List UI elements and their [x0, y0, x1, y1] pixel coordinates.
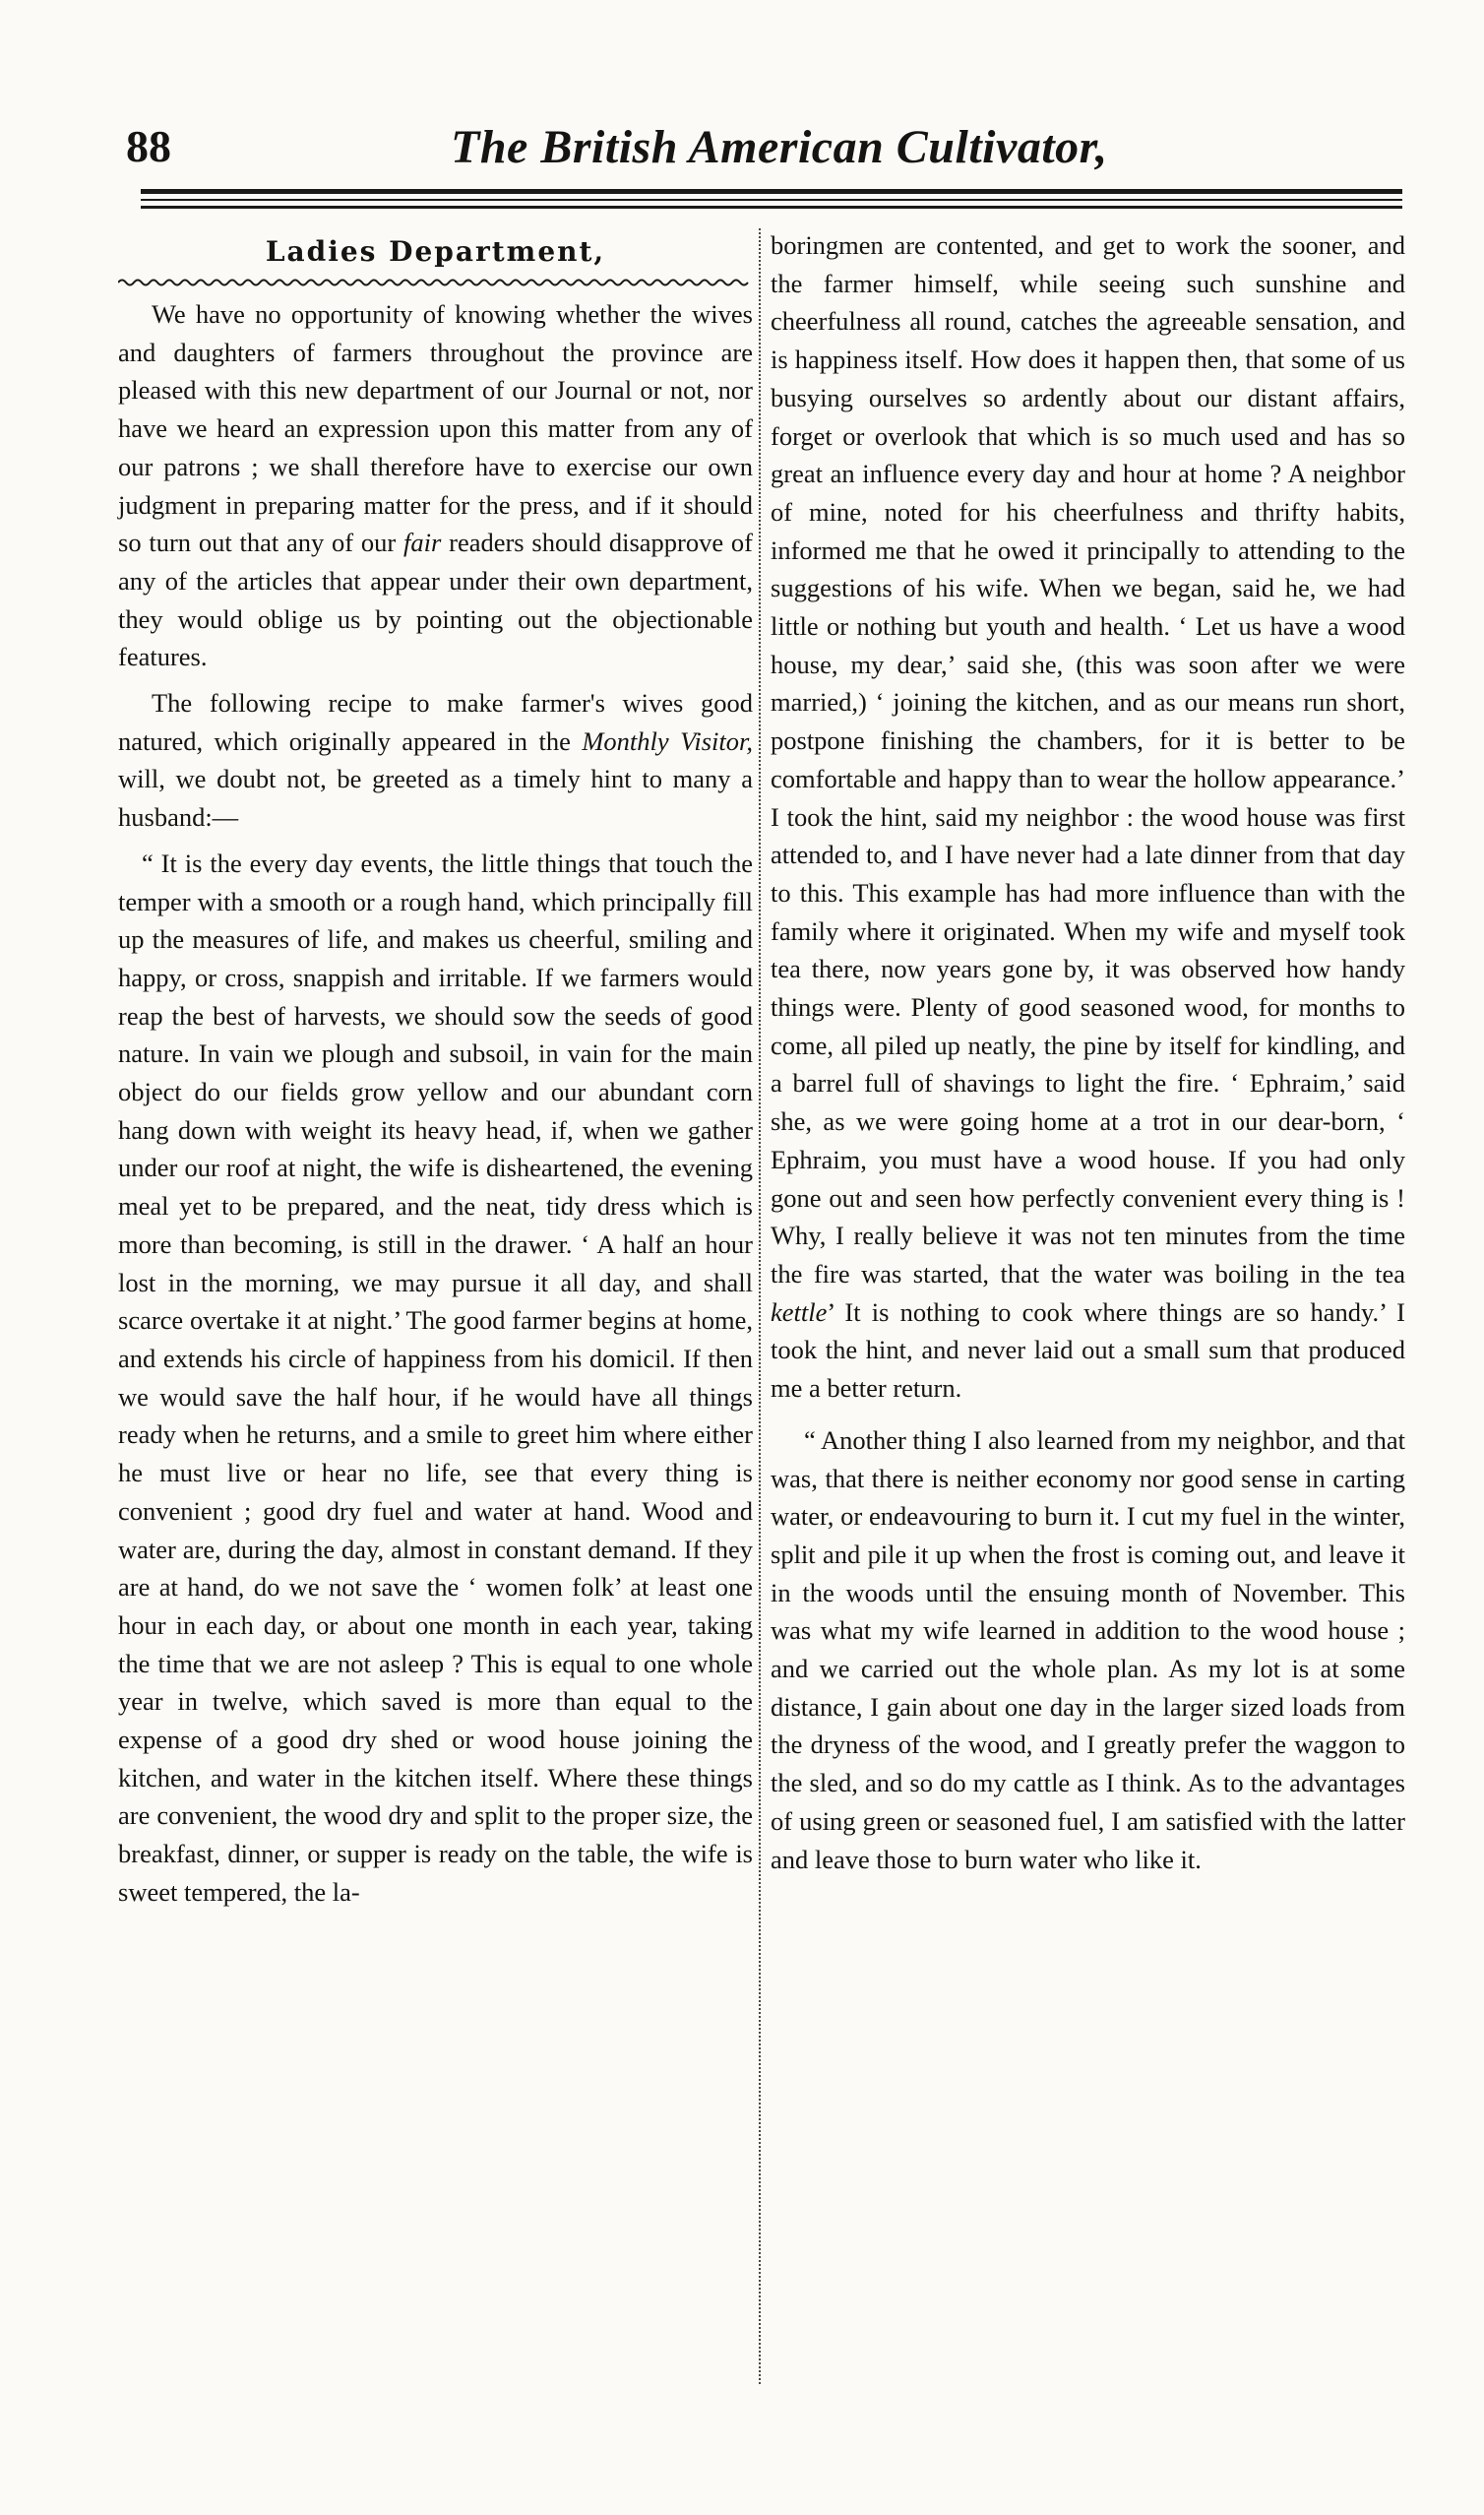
- running-title: The British American Cultivator,: [451, 121, 1108, 173]
- header-rule-bottom: [141, 206, 1402, 209]
- monthly-visitor-italic: Monthly Visitor,: [582, 725, 754, 756]
- article-body-paragraph: “ It is the every day events, the little things that touch the temper with a smooth or a rough hand, which principally fill up the measures of life, and makes us cheerful, smiling and happy, or cross, snappish and irritable. If we farmers would reap the best of harvests, we should sow the seeds of good nature. In vain we plough and subsoil, in vain for the main object do our fields grow yellow and our abundant corn hang down with weight its heavy head, if, when we gather under our roof at night, the wife is disheartened, the evening meal yet to be prepared, and the neat, tidy dress which is more than becoming, is still in the drawer. ‘ A half an hour lost in the morning, we may pursue it all day, and shall scarce overtake it at night.’ The good farmer begins at home, and extends his circle of happiness from his domicil. If then we would save the half hour, if he would have all things ready when he returns, and a smile to greet him where either he must live or hear no life, see that every thing is convenient ; good dry fuel and water at hand. Wood and water are, during the day, almost in constant demand. If they are at hand, do we not save the ‘ women folk’ at least one hour in each day, or about one month in each year, taking the time that we are not asleep ? This is equal to one whole year in twelve, which saved is more than equal to the expense of a good dry shed or wood house joining the kitchen, and water in the kitchen itself. Where these things are convenient, the wood dry and split to the proper size, the breakfast, dinner, or supper is ready on the table, the wife is sweet tempered, the la-: [118, 848, 753, 1907]
- recipe-intro-end: will, we doubt not, be greeted as a timely hint to many a husband:—: [118, 764, 753, 833]
- section-heading: Ladies Department,: [265, 235, 606, 268]
- continued-paragraph: [771, 226, 1405, 1408]
- kettle-italic: kettle: [771, 1296, 828, 1327]
- continued-text-end: ’ It is nothing to cook where things are so handy.’ I took the hint, and never laid out a small sum that produced me a better return.: [771, 1296, 1405, 1404]
- intro-text: We have no opportunity of knowing whether the wives and daughters of farmers throughout the province are pleased with this new department of our Journal or not, nor have we heard an expression upon this matter from any of our patrons ; we shall therefore have to exercise our own judgment in preparing matter for the press, and if it should so turn out that any of our: [118, 299, 753, 558]
- header-rule-thin: [141, 199, 1402, 201]
- page-header: [126, 116, 1405, 185]
- header-rule-thick: [141, 189, 1402, 194]
- intro-paragraph: [118, 295, 753, 676]
- intro-fair-italic: fair: [403, 528, 442, 558]
- right-column: [771, 226, 1405, 1886]
- recipe-intro-text: The following recipe to make farmer's wives good natured, which originally appeared in the: [118, 688, 753, 756]
- fuel-paragraph: “ Another thing I also learned from my neighbor, and that was, that there is neither economy nor good sense in carting water, or endeavouring to burn it. I cut my fuel in the winter, split and pile it up when the frost is coming out, and leave it in the woods until the ensuing month of November. This was what my wife learned in addition to the wood house ; and we carried out the whole plan. As my lot is at some distance, I gain about one day in the larger sized loads from the dryness of the wood, and I greatly prefer the waggon to the sled, and so do my cattle as I think. As to the advantages of using green or seasoned fuel, I am satisfied with the latter and leave those to burn water who like it.: [771, 1424, 1405, 1874]
- intro-text-end: readers should disapprove of any of the articles that appear under their own department, they would oblige us by pointing out the objectionable features.: [118, 528, 754, 672]
- left-column: [118, 226, 753, 1919]
- page-number: 88: [126, 121, 171, 171]
- column-divider: [759, 228, 762, 2384]
- recipe-intro-paragraph: [118, 684, 753, 837]
- continued-text: boringmen are contented, and get to work the sooner, and the farmer himself, while seeing such sunshine and cheerfulness all round, catches the agreeable sensation, and is happiness itself. How does it happen then, that some of us busying ourselves so ardently about our distant affairs, forget or overlook that which is so much used and has so great an influence every day and hour at home ? A neighbor of mine, noted for his cheerfulness and thrifty habits, informed me that he owed it principally to attending to the suggestions of his wife. When we began, said he, we had little or nothing but youth and health. ‘ Let us have a wood house, my dear,’ said she, (this was soon after we were married,) ‘ joining the kitchen, and as our means run short, postpone finishing the chambers, for it is better to be comfortable and happy than to wear the hollow appearance.’ I took the hint, said my neighbor : the wood house was first attended to, and I have never had a late dinner from that day to this. This example has had more influence than with the family where it originated. When my wife and myself took tea there, now years gone by, it was observed how handy things were. Plenty of good seasoned wood, for months to come, all piled up neatly, the pine by itself for kindling, and a barrel full of shavings to light the fire. ‘ Ephraim,’ said she, as we were going home at a trot in our dear-born, ‘ Ephraim, you must have a wood house. If you had only gone out and seen how perfectly convenient every thing is ! Why, I really believe it was not ten minutes from the time the fire was started, that the water was boiling in the tea: [771, 230, 1405, 1289]
- wavy-rule: [118, 276, 753, 289]
